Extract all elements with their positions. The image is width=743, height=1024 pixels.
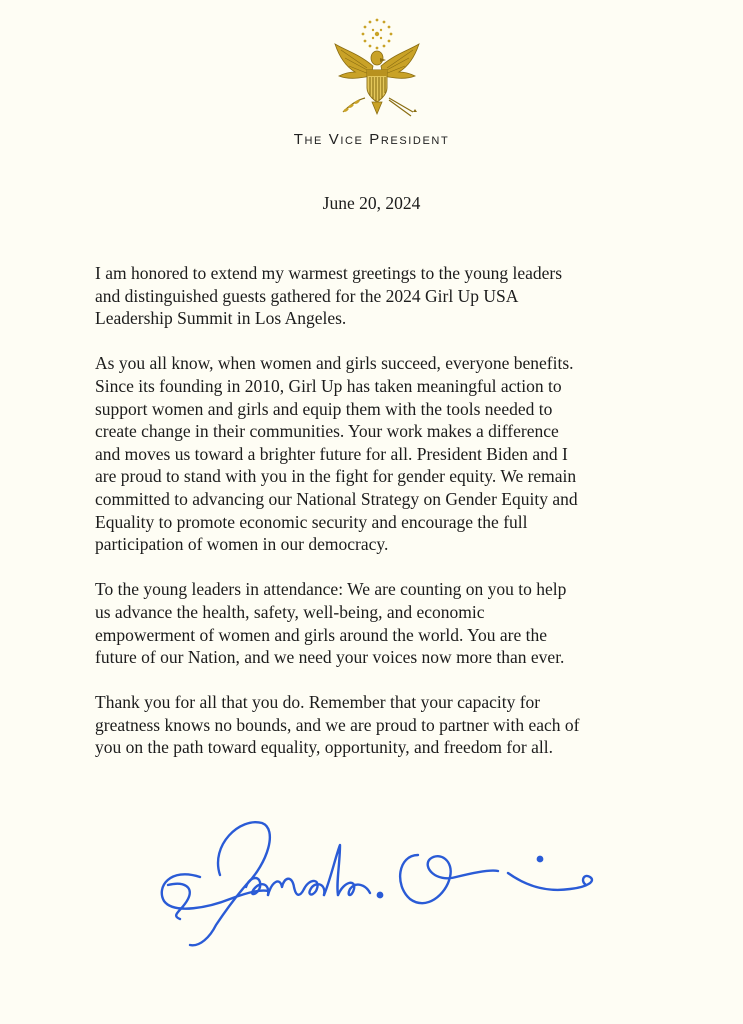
paragraph-greeting: I am honored to extend my warmest greetings to the young leaders and distinguished guests gathered for the 2024 Girl Up USA Leadership Summit in Los Angeles. bbox=[95, 263, 563, 329]
handwritten-signature bbox=[150, 815, 610, 955]
paragraph-closing: Thank you for all that you do. Remember that your capacity for greatness knows no bounds, and we are proud to partner with each of you on the path toward equality, opportunity, and freedom for all. bbox=[95, 692, 580, 758]
letter-body bbox=[95, 262, 675, 782]
paragraph-young-leaders: To the young leaders in attendance: We are counting on you to help us advance the health, safety, well-being, and economic empowerment of women and girls around the world. You are the future of our Nation, and we need your voices now more than ever. bbox=[95, 579, 567, 668]
office-title: The Vice President bbox=[293, 131, 450, 148]
paragraph-girl-up-mission: As you all know, when women and girls succeed, everyone benefits. Since its founding in 2010, Girl Up has taken meaningful action to support women and girls and equip them with the tools needed to create change in their communities. Your work makes a difference and moves us toward a brighter future for all. President Biden and I are proud to stand with you in the fight for gender equity. We remain committed to advancing our National Strategy on Gender Equity and Equality to promote economic security and encourage the full participation of women in our democracy. bbox=[95, 353, 578, 555]
vice-presidential-seal-icon bbox=[329, 14, 425, 120]
letter-date: June 20, 2024 bbox=[322, 193, 421, 213]
